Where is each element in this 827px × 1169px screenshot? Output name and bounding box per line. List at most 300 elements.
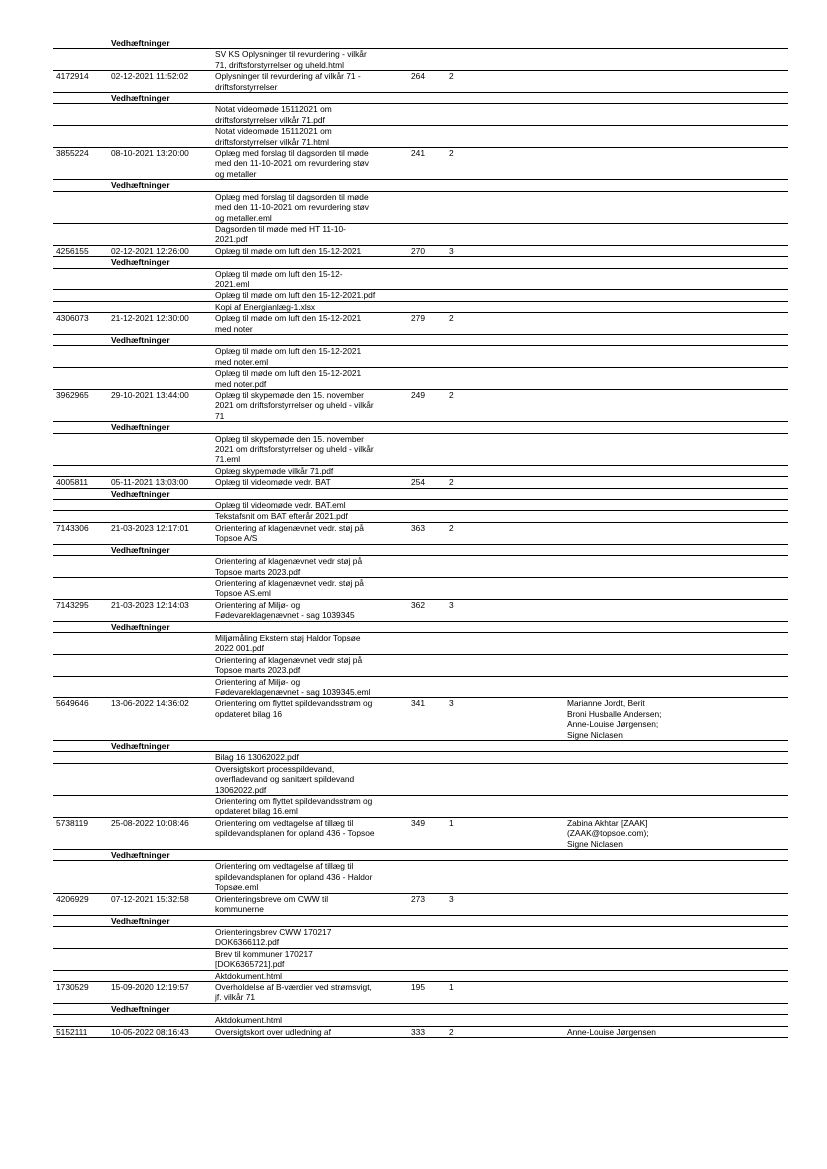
- document-number: 341: [408, 698, 446, 741]
- attachments-header-row: [53, 544, 788, 555]
- attachments-header-row: [53, 1003, 788, 1014]
- empty-cell: [408, 632, 788, 654]
- empty-cell: [53, 49, 108, 71]
- empty-cell: [108, 433, 212, 465]
- empty-cell: [53, 915, 108, 926]
- attachment-row: [53, 577, 788, 599]
- attachment-filename: [212, 500, 408, 511]
- attachment-filename: [212, 368, 408, 390]
- document-date: 02-12-2021 12:26:00: [108, 245, 212, 256]
- attachments-header-row: [53, 915, 788, 926]
- attachment-filename: [212, 223, 408, 245]
- attachment-filename-line: Topsoe marts 2023.pdf: [215, 665, 301, 676]
- attachment-filename-line: 71, driftsforstyrrelser og uheld.html: [215, 59, 344, 70]
- attachment-row: [53, 632, 788, 654]
- empty-cell: [53, 290, 108, 301]
- attachment-filename-line: Topsoe AS.eml: [215, 588, 271, 599]
- empty-cell: [53, 544, 108, 555]
- attachment-filename-line: Orientering af klagenævnet vedr. støj på: [215, 577, 364, 588]
- document-date: 05-11-2021 13:03:00: [108, 477, 212, 488]
- empty-cell: [108, 511, 212, 522]
- empty-cell: [53, 488, 108, 499]
- document-date: 21-03-2023 12:17:01: [108, 522, 212, 544]
- attachment-filename-line: og metaller.eml: [215, 212, 272, 223]
- document-id: 1730529: [53, 981, 108, 1003]
- document-record-row: [53, 148, 788, 180]
- empty-cell: [108, 1015, 212, 1026]
- recipient-line: Signe Niclasen: [567, 729, 623, 740]
- document-record-row: [53, 477, 788, 488]
- attachment-filename: [212, 346, 408, 368]
- empty-cell: [53, 223, 108, 245]
- attachment-filename-line: 13062022.pdf: [215, 784, 267, 795]
- empty-cell: [408, 654, 788, 676]
- attachment-filename-line: [DOK6365721].pdf: [215, 959, 285, 970]
- attachment-filename: [212, 301, 408, 312]
- recipients: [564, 71, 788, 93]
- attachment-filename: [212, 676, 408, 698]
- attachment-row: [53, 556, 788, 578]
- document-number: 273: [408, 893, 446, 915]
- document-title: [212, 477, 408, 488]
- document-record-row: [53, 817, 788, 849]
- document-title: [212, 698, 408, 741]
- empty-cell: [502, 981, 564, 1003]
- recipient-line: Signe Niclasen: [567, 838, 623, 849]
- empty-cell: [502, 599, 564, 621]
- empty-cell: [108, 948, 212, 970]
- attachment-filename-line: 71.eml: [215, 454, 241, 465]
- attachment-filename-line: Orientering af klagenævnet vedr støj på: [215, 556, 363, 567]
- attachment-row: [53, 948, 788, 970]
- document-number: 362: [408, 599, 446, 621]
- empty-cell: [108, 676, 212, 698]
- document-id: 4206929: [53, 893, 108, 915]
- document-record-row: [53, 390, 788, 422]
- attachment-filename-line: Aktdokument.html: [215, 1015, 283, 1026]
- recipient-line: Anne-Louise Jørgensen: [567, 1026, 656, 1037]
- attachment-filename-line: 2021.eml: [215, 278, 250, 289]
- attachment-count: 1: [446, 817, 502, 849]
- empty-cell: [108, 104, 212, 126]
- empty-cell: [53, 752, 108, 763]
- document-id: 4256155: [53, 245, 108, 256]
- empty-cell: [502, 1026, 564, 1037]
- empty-cell: [53, 511, 108, 522]
- empty-cell: [408, 104, 788, 126]
- attachment-filename: [212, 763, 408, 795]
- attachment-filename: [212, 268, 408, 290]
- recipients: [564, 245, 788, 256]
- empty-cell: [408, 1015, 788, 1026]
- document-id: 3855224: [53, 148, 108, 180]
- document-title-line: 71: [215, 410, 225, 421]
- empty-cell: [408, 368, 788, 390]
- document-id: 3962965: [53, 390, 108, 422]
- document-title-line: Oplæg med forslag til dagsorden til møde: [215, 148, 369, 159]
- attachment-filename-line: driftsforstyrrelser vilkår 71.html: [215, 136, 330, 147]
- empty-cell: [53, 268, 108, 290]
- document-date: 29-10-2021 13:44:00: [108, 390, 212, 422]
- empty-cell: [408, 500, 788, 511]
- attachment-filename-line: Oplæg til møde om luft den 15-12-2021: [215, 346, 362, 357]
- document-id: 5649646: [53, 698, 108, 741]
- document-number: 241: [408, 148, 446, 180]
- attachment-count: 3: [446, 893, 502, 915]
- empty-cell: [108, 632, 212, 654]
- empty-cell: [408, 268, 788, 290]
- document-date: 21-03-2023 12:14:03: [108, 599, 212, 621]
- attachment-row: [53, 500, 788, 511]
- document-date: 21-12-2021 12:30:00: [108, 313, 212, 335]
- document-title-line: jf. vilkår 71: [215, 992, 256, 1003]
- document-title-line: Fødevareklagenævnet - sag 1039345: [215, 610, 355, 621]
- empty-cell: [408, 301, 788, 312]
- attachment-filename: [212, 752, 408, 763]
- empty-cell: [53, 422, 108, 433]
- recipients: [564, 390, 788, 422]
- empty-cell: [408, 926, 788, 948]
- empty-cell: [108, 763, 212, 795]
- recipient-line: Zabina Akhtar [ZAAK]: [567, 817, 648, 828]
- attachments-header-row: [53, 741, 788, 752]
- empty-cell: [502, 313, 564, 335]
- document-number: 363: [408, 522, 446, 544]
- attachment-filename-line: Oversigtskort processpildevand,: [215, 763, 335, 774]
- attachments-label: Vedhæftninger: [108, 257, 788, 268]
- document-record-row: [53, 981, 788, 1003]
- empty-cell: [53, 126, 108, 148]
- empty-cell: [53, 257, 108, 268]
- empty-cell: [53, 1003, 108, 1014]
- document-id: 7143295: [53, 599, 108, 621]
- attachment-filename-line: Oplæg til møde om luft den 15-12-: [215, 268, 343, 279]
- empty-cell: [108, 49, 212, 71]
- attachment-row: [53, 926, 788, 948]
- attachment-row: [53, 301, 788, 312]
- document-title-line: Orientering af klagenævnet vedr. støj på: [215, 522, 364, 533]
- document-title-line: med noter: [215, 323, 253, 334]
- attachment-row: [53, 290, 788, 301]
- recipients: [564, 981, 788, 1003]
- empty-cell: [108, 290, 212, 301]
- attachment-count: 1: [446, 981, 502, 1003]
- attachment-filename-line: SV KS Oplysninger til revurdering - vilkår: [215, 49, 367, 60]
- attachments-header-row: [53, 621, 788, 632]
- recipients: [564, 893, 788, 915]
- document-number: 270: [408, 245, 446, 256]
- attachments-header-row: [53, 257, 788, 268]
- attachment-filename-line: Dagsorden til møde med HT 11-10-: [215, 223, 346, 234]
- empty-cell: [53, 556, 108, 578]
- attachment-filename: [212, 556, 408, 578]
- attachment-filename: [212, 191, 408, 223]
- empty-cell: [108, 926, 212, 948]
- document-title-line: og metaller: [215, 168, 257, 179]
- recipients: [564, 817, 788, 849]
- empty-cell: [53, 741, 108, 752]
- recipient-line: (ZAAK@topsoe.com);: [567, 828, 649, 839]
- empty-cell: [53, 654, 108, 676]
- attachments-header-row: [53, 334, 788, 345]
- attachments-label: Vedhæftninger: [108, 422, 788, 433]
- attachment-filename-line: med noter.pdf: [215, 378, 267, 389]
- attachment-count: 2: [446, 1026, 502, 1037]
- document-title: [212, 1026, 408, 1037]
- document-date: 15-09-2020 12:19:57: [108, 981, 212, 1003]
- attachments-label: Vedhæftninger: [108, 621, 788, 632]
- attachment-count: 3: [446, 698, 502, 741]
- document-title-line: kommunerne: [215, 904, 264, 915]
- attachment-filename-line: Oplæg med forslag til dagsorden til møde: [215, 191, 369, 202]
- document-title: [212, 390, 408, 422]
- empty-cell: [108, 126, 212, 148]
- attachment-filename-line: Notat videomøde 15112021 om: [215, 126, 332, 137]
- empty-cell: [53, 346, 108, 368]
- document-title-line: Topsoe A/S: [215, 533, 258, 544]
- attachment-filename-line: 2021 om driftsforstyrrelser og uheld - vilkår: [215, 444, 374, 455]
- attachment-filename-line: Oplæg til skypemøde den 15. november: [215, 433, 364, 444]
- empty-cell: [53, 500, 108, 511]
- attachment-row: [53, 970, 788, 981]
- attachment-filename-line: Oplæg til møde om luft den 15-12-2021: [215, 368, 362, 379]
- empty-cell: [502, 245, 564, 256]
- empty-cell: [502, 148, 564, 180]
- attachments-header-row: [53, 180, 788, 191]
- document-title-line: Oplæg til møde om luft den 15-12-2021: [215, 245, 362, 256]
- attachment-filename-line: Oplæg skypemøde vilkår 71.pdf: [215, 465, 334, 476]
- empty-cell: [53, 180, 108, 191]
- attachments-label: Vedhæftninger: [108, 488, 788, 499]
- document-date: 08-10-2021 13:20:00: [108, 148, 212, 180]
- attachment-filename-line: Oplæg til videomøde vedr. BAT.eml: [215, 500, 346, 511]
- attachments-label: Vedhæftninger: [108, 741, 788, 752]
- attachment-filename: [212, 861, 408, 893]
- attachment-filename-line: Notat videomøde 15112021 om: [215, 104, 332, 115]
- document-number: 333: [408, 1026, 446, 1037]
- empty-cell: [53, 676, 108, 698]
- recipient-line: Marianne Jordt, Berit: [567, 698, 645, 709]
- document-title-line: Oversigtskort over udledning af: [215, 1026, 331, 1037]
- empty-cell: [108, 268, 212, 290]
- document-title-line: Orientering om vedtagelse af tillæg til: [215, 817, 354, 828]
- empty-cell: [408, 191, 788, 223]
- attachments-label: Vedhæftninger: [108, 1003, 788, 1014]
- empty-cell: [53, 433, 108, 465]
- attachment-row: [53, 752, 788, 763]
- empty-cell: [108, 368, 212, 390]
- recipients: [564, 1026, 788, 1037]
- empty-cell: [108, 796, 212, 818]
- recipients: [564, 599, 788, 621]
- empty-cell: [502, 71, 564, 93]
- empty-cell: [108, 970, 212, 981]
- document-number: 264: [408, 71, 446, 93]
- attachment-row: [53, 1015, 788, 1026]
- empty-cell: [408, 433, 788, 465]
- attachment-row: [53, 104, 788, 126]
- empty-cell: [502, 390, 564, 422]
- attachment-filename-line: Aktdokument.html: [215, 970, 283, 981]
- empty-cell: [108, 346, 212, 368]
- attachments-label: Vedhæftninger: [108, 180, 788, 191]
- attachments-header-row: [53, 93, 788, 104]
- empty-cell: [53, 301, 108, 312]
- empty-cell: [108, 465, 212, 476]
- attachment-filename-line: Orientering af Miljø- og: [215, 676, 301, 687]
- attachment-count: 2: [446, 71, 502, 93]
- attachment-row: [53, 368, 788, 390]
- attachment-filename-line: Topsoe marts 2023.pdf: [215, 566, 301, 577]
- document-record-row: [53, 1026, 788, 1037]
- attachment-filename-line: Brev til kommuner 170217: [215, 948, 313, 959]
- empty-cell: [408, 290, 788, 301]
- document-title-line: Overholdelse af B-værdier ved strømsvigt,: [215, 981, 372, 992]
- empty-cell: [53, 796, 108, 818]
- empty-cell: [108, 577, 212, 599]
- attachment-count: 3: [446, 599, 502, 621]
- document-record-row: [53, 698, 788, 741]
- attachment-row: [53, 268, 788, 290]
- attachment-filename-line: Tekstafsnit om BAT efterår 2021.pdf: [215, 511, 348, 522]
- attachment-filename-line: Miljømåling Ekstern støj Haldor Topsøe: [215, 632, 361, 643]
- document-title: [212, 522, 408, 544]
- empty-cell: [108, 556, 212, 578]
- document-id: 4172914: [53, 71, 108, 93]
- document-title-line: opdateret bilag 16: [215, 708, 283, 719]
- attachment-row: [53, 676, 788, 698]
- document-page: [53, 38, 788, 1038]
- empty-cell: [408, 465, 788, 476]
- attachment-filename: [212, 104, 408, 126]
- document-title-line: Orientering af Miljø- og: [215, 599, 301, 610]
- empty-cell: [53, 632, 108, 654]
- document-date: 10-05-2022 08:16:43: [108, 1026, 212, 1037]
- attachment-row: [53, 433, 788, 465]
- document-number: 195: [408, 981, 446, 1003]
- recipients: [564, 148, 788, 180]
- empty-cell: [408, 556, 788, 578]
- empty-cell: [408, 126, 788, 148]
- attachment-row: [53, 191, 788, 223]
- document-title-line: Oplæg til møde om luft den 15-12-2021: [215, 313, 362, 324]
- empty-cell: [53, 850, 108, 861]
- empty-cell: [408, 346, 788, 368]
- attachment-filename-line: Orientering om vedtagelse af tillæg til: [215, 861, 354, 872]
- attachment-filename: [212, 290, 408, 301]
- empty-cell: [53, 368, 108, 390]
- document-title-line: spildevandsplanen for opland 436 - Topsoe: [215, 828, 375, 839]
- attachment-filename: [212, 433, 408, 465]
- empty-cell: [53, 1015, 108, 1026]
- document-title: [212, 893, 408, 915]
- empty-cell: [53, 948, 108, 970]
- attachment-count: 2: [446, 148, 502, 180]
- empty-cell: [502, 817, 564, 849]
- attachment-filename: [212, 632, 408, 654]
- attachment-filename-line: 2022 001.pdf: [215, 643, 264, 654]
- empty-cell: [108, 223, 212, 245]
- document-record-row: [53, 71, 788, 93]
- attachment-count: 2: [446, 477, 502, 488]
- document-number: 349: [408, 817, 446, 849]
- document-id: 5738119: [53, 817, 108, 849]
- attachment-row: [53, 346, 788, 368]
- document-title-line: Oplysninger til revurdering af vilkår 71 -: [215, 71, 361, 82]
- document-title: [212, 313, 408, 335]
- attachment-row: [53, 796, 788, 818]
- empty-cell: [53, 926, 108, 948]
- attachment-filename-line: Topsøe.eml: [215, 882, 259, 893]
- attachment-filename: [212, 796, 408, 818]
- document-title-line: 2021 om driftsforstyrrelser og uheld - vilkår: [215, 400, 374, 411]
- attachment-count: 2: [446, 522, 502, 544]
- attachments-label: Vedhæftninger: [108, 93, 788, 104]
- attachment-filename: [212, 948, 408, 970]
- empty-cell: [53, 38, 108, 49]
- empty-cell: [408, 511, 788, 522]
- empty-cell: [53, 465, 108, 476]
- attachment-filename: [212, 654, 408, 676]
- empty-cell: [53, 621, 108, 632]
- attachment-filename: [212, 465, 408, 476]
- attachments-header-row: [53, 422, 788, 433]
- recipients: [564, 698, 788, 741]
- attachment-filename-line: Bilag 16 13062022.pdf: [215, 752, 299, 763]
- attachment-filename: [212, 926, 408, 948]
- empty-cell: [53, 334, 108, 345]
- recipient-line: Anne-Louise Jørgensen;: [567, 719, 659, 730]
- empty-cell: [53, 93, 108, 104]
- attachment-filename-line: Fødevareklagenævnet - sag 1039345.eml: [215, 686, 371, 697]
- document-title: [212, 71, 408, 93]
- attachment-filename-line: med noter.eml: [215, 356, 269, 367]
- attachments-label: Vedhæftninger: [108, 850, 788, 861]
- attachment-filename-line: Orienteringsbrev CWW 170217: [215, 926, 332, 937]
- attachments-label: Vedhæftninger: [108, 544, 788, 555]
- empty-cell: [408, 752, 788, 763]
- empty-cell: [108, 654, 212, 676]
- document-title-line: driftsforstyrrelser: [215, 81, 278, 92]
- document-date: 07-12-2021 15:32:58: [108, 893, 212, 915]
- attachment-row: [53, 465, 788, 476]
- empty-cell: [408, 861, 788, 893]
- document-record-row: [53, 522, 788, 544]
- recipient-line: Broni Husballe Andersen;: [567, 708, 662, 719]
- document-date: 02-12-2021 11:52:02: [108, 71, 212, 93]
- attachment-filename-line: DOK6366112.pdf: [215, 937, 280, 948]
- document-number: 279: [408, 313, 446, 335]
- empty-cell: [408, 223, 788, 245]
- attachment-filename: [212, 49, 408, 71]
- attachments-label: Vedhæftninger: [108, 915, 788, 926]
- recipients: [564, 522, 788, 544]
- attachments-header-row: [53, 488, 788, 499]
- attachment-filename: [212, 1015, 408, 1026]
- empty-cell: [408, 948, 788, 970]
- attachment-filename-line: Orientering om flyttet spildevandsstrøm og: [215, 796, 373, 807]
- document-number: 254: [408, 477, 446, 488]
- document-id: 4306073: [53, 313, 108, 335]
- attachment-count: 2: [446, 313, 502, 335]
- empty-cell: [108, 752, 212, 763]
- recipients: [564, 477, 788, 488]
- recipients: [564, 313, 788, 335]
- empty-cell: [108, 500, 212, 511]
- attachment-filename-line: Orientering af klagenævnet vedr støj på: [215, 654, 363, 665]
- attachment-filename: [212, 970, 408, 981]
- document-title-line: Oplæg til skypemøde den 15. november: [215, 390, 364, 400]
